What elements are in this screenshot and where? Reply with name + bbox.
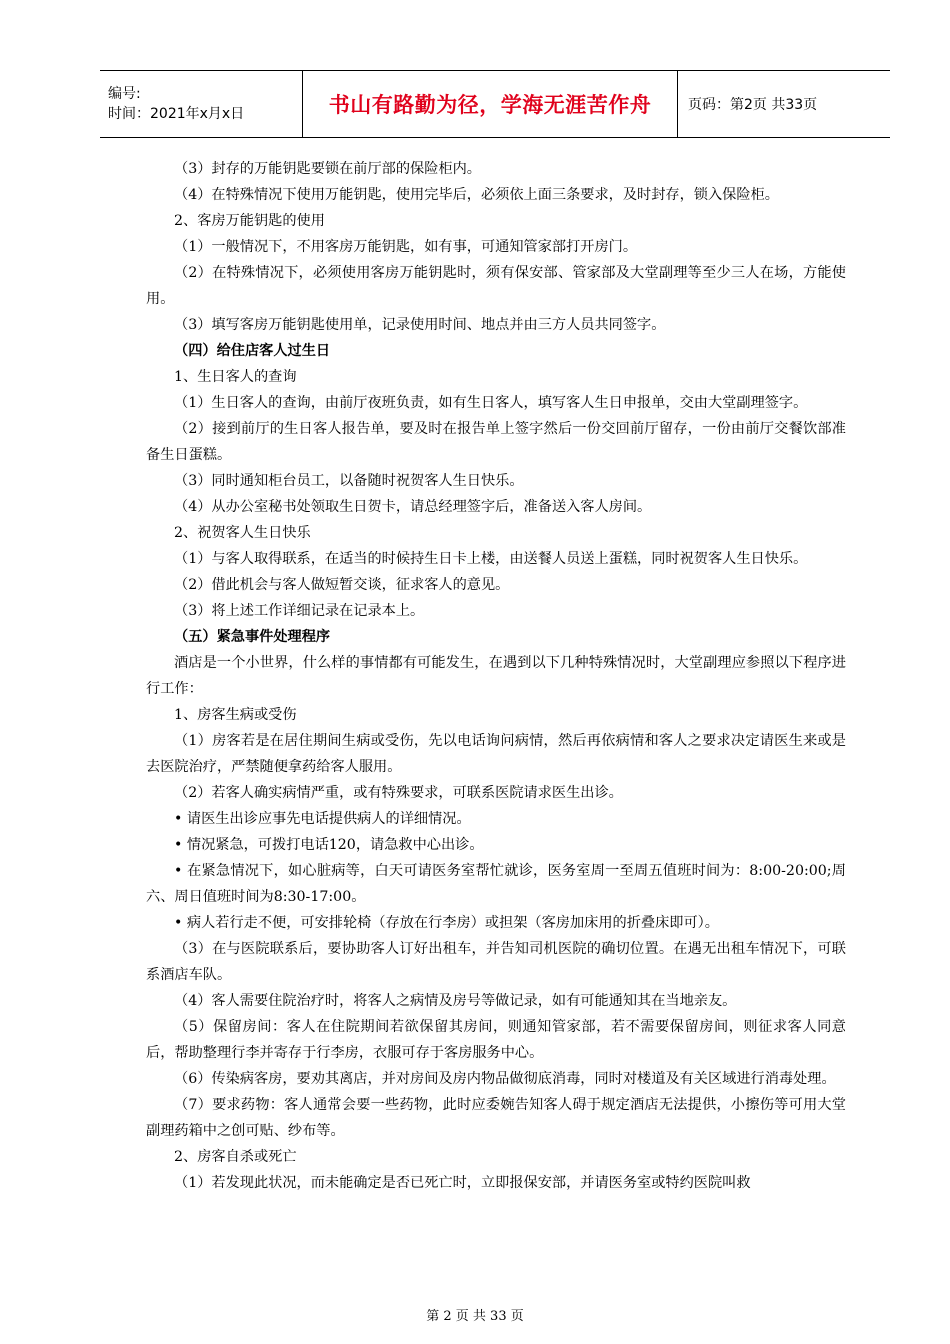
paragraph: （3）将上述工作详细记录在记录本上。 — [174, 603, 425, 619]
paragraph: （1）房客若是在居住期间生病或受伤，先以电话询问病情，然后再依病情和客人之要求决定请医生来或是去医院治疗，严禁随便拿药给客人服用。 — [146, 733, 846, 775]
header-page-info — [678, 71, 890, 137]
paragraph: （1）生日客人的查询，由前厅夜班负责，如有生日客人，填写客人生日申报单，交由大堂副理签字。 — [174, 395, 808, 411]
paragraph: （3）封存的万能钥匙要锁在前厅部的保险柜内。 — [174, 161, 481, 177]
paragraph: （1）一般情况下，不用客房万能钥匙，如有事，可通知管家部打开房门。 — [174, 239, 638, 255]
bullet-item: • 在紧急情况下，如心脏病等，白天可请医务室帮忙就诊，医务室周一至周五值班时间为：8:00-20:00;周六、周日值班时间为8:30-17:00。 — [146, 863, 846, 905]
document-body — [146, 156, 846, 1196]
paragraph: （7）要求药物：客人通常会要一些药物，此时应委婉告知客人碍于规定酒店无法提供，小擦伤等可用大堂副理药箱中之创可贴、纱布等。 — [146, 1097, 846, 1139]
paragraph: （3）在与医院联系后，要协助客人订好出租车，并告知司机医院的确切位置。在遇无出租车情况下，可联系酒店车队。 — [146, 941, 846, 983]
header-meta — [100, 71, 302, 137]
paragraph: （6）传染病客房，要劝其离店，并对房间及房内物品做彻底消毒，同时对楼道及有关区域进行消毒处理。 — [174, 1071, 836, 1087]
paragraph: （5）保留房间：客人在住院期间若欲保留其房间，则通知管家部，若不需要保留房间，则征求客人同意后，帮助整理行李并寄存于行李房，衣服可存于客房服务中心。 — [146, 1019, 846, 1061]
paragraph: （3）填写客房万能钥匙使用单，记录使用时间、地点并由三方人员共同签字。 — [174, 317, 666, 333]
bullet-item: • 病人若行走不便，可安排轮椅（存放在行李房）或担架（客房加床用的折叠床即可）。 — [174, 915, 719, 931]
paragraph: （2）在特殊情况下，必须使用客房万能钥匙时，须有保安部、管家部及大堂副理等至少三人在场，方能使用。 — [146, 265, 846, 307]
document-header — [100, 70, 890, 138]
paragraph: （1）与客人取得联系，在适当的时候持生日卡上楼，由送餐人员送上蛋糕，同时祝贺客人生日快乐。 — [174, 551, 808, 567]
motto-text: 书山有路勤为径，学海无涯苦作舟 — [328, 92, 652, 117]
section-heading: （四）给住店客人过生日 — [174, 343, 331, 359]
paragraph: 酒店是一个小世界，什么样的事情都有可能发生，在遇到以下几种特殊情况时，大堂副理应参照以下程序进行工作： — [146, 655, 846, 697]
paragraph: （2）接到前厅的生日客人报告单，要及时在报告单上签字然后一份交回前厅留存，一份由前厅交餐饮部准备生日蛋糕。 — [146, 421, 846, 463]
footer-page-number: 第 2 页 共 33 页 — [426, 1309, 524, 1324]
page-info-text: 页码：第2页 共33页 — [688, 97, 818, 113]
number-label: 编号: — [108, 86, 141, 102]
page-footer — [0, 1305, 950, 1324]
paragraph: 2、客房万能钥匙的使用 — [174, 213, 325, 229]
paragraph: 1、房客生病或受伤 — [174, 707, 297, 723]
paragraph: （2）借此机会与客人做短暂交谈，征求客人的意见。 — [174, 577, 510, 593]
time-label: 时间：2021年x月x日 — [108, 106, 245, 122]
bullet-item: • 情况紧急，可拨打电话120，请急救中心出诊。 — [174, 837, 484, 853]
paragraph: （3）同时通知柜台员工，以备随时祝贺客人生日快乐。 — [174, 473, 524, 489]
paragraph: （1）若发现此状况，而未能确定是否已死亡时，立即报保安部，并请医务室或特约医院叫救 — [174, 1175, 751, 1191]
paragraph: （4）在特殊情况下使用万能钥匙，使用完毕后，必须依上面三条要求，及时封存，锁入保险柜。 — [174, 187, 779, 203]
paragraph: （4）从办公室秘书处领取生日贺卡，请总经理签字后，准备送入客人房间。 — [174, 499, 652, 515]
paragraph: （4）客人需要住院治疗时，将客人之病情及房号等做记录，如有可能通知其在当地亲友。 — [174, 993, 737, 1009]
paragraph: 2、祝贺客人生日快乐 — [174, 525, 311, 541]
paragraph: 1、生日客人的查询 — [174, 369, 297, 385]
section-heading: （五）紧急事件处理程序 — [174, 629, 331, 645]
paragraph: （2）若客人确实病情严重，或有特殊要求，可联系医院请求医生出诊。 — [174, 785, 623, 801]
paragraph: 2、房客自杀或死亡 — [174, 1149, 297, 1165]
bullet-item: • 请医生出诊应事先电话提供病人的详细情况。 — [174, 811, 471, 827]
header-motto — [302, 71, 678, 137]
